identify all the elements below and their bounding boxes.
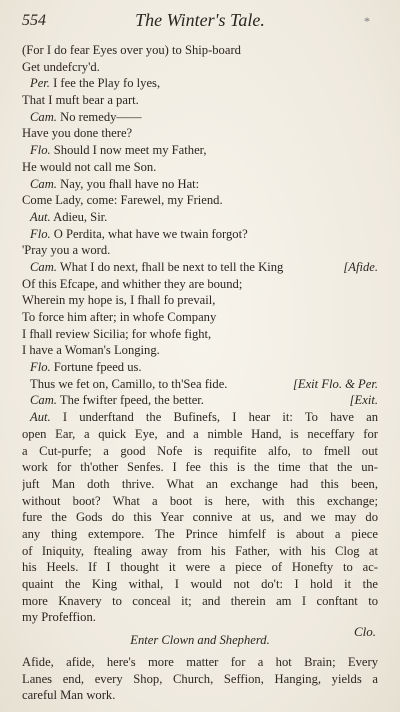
speech-text: The fwifter fpeed, the better.	[59, 393, 204, 408]
prose-text: without boot? What a boot is here, with this exchange;	[22, 493, 378, 508]
verse-line	[22, 226, 378, 243]
prose-text: any thing extempore. The Prince himfelf is about a piece	[22, 526, 378, 541]
line-text	[30, 110, 142, 124]
prose-line	[22, 409, 378, 426]
page-number: 554	[22, 12, 46, 29]
speech-text: Nay, you fhall have no Hat:	[60, 176, 200, 191]
prose-text: quaint the King withal, I would not do't: I hold it the	[22, 577, 378, 591]
prose-text: fure the Gods do this Year connive at us, and we may do	[22, 510, 378, 525]
verse-line	[22, 209, 378, 226]
prose-line	[22, 443, 378, 460]
prose-line	[22, 559, 378, 576]
page-header	[22, 8, 378, 32]
verse-line: Wherein my hope is, I fhall fo prevail,	[22, 293, 216, 308]
speaker-name: Flo.	[30, 360, 51, 375]
line-text	[30, 177, 199, 191]
prose-text: juft Man doth thrive. What an exchange had this been,	[22, 476, 378, 491]
prose-text: I underftand the Bufinefs, I hear it: To have an	[62, 410, 378, 425]
prose-line	[22, 493, 378, 510]
prose-text: my Profeffion.	[22, 610, 96, 625]
prose-text: Afide, afide, here's more matter for a hot Brain; Every	[22, 655, 378, 670]
speaker-name: Cam.	[30, 109, 57, 124]
speech-text: What I do next, fhall be next to tell the King	[59, 259, 284, 274]
verse-line: 'Pray you a word.	[22, 243, 111, 258]
line-text	[30, 143, 207, 157]
prose-line	[22, 609, 378, 626]
prose-text: Lanes end, every Shop, Church, Seffion, Hanging, yields a	[22, 671, 378, 686]
prose-text: a Cut-purfe; a good Nofe is requifite alfo, to fmell out	[22, 443, 378, 458]
text-body	[22, 42, 378, 704]
verse-line	[22, 142, 378, 159]
verse-line: Of this Efcape, and whither they are bound;	[22, 276, 243, 291]
speech-text: Thus we fet on, Camillo, to th'Sea fide.	[30, 376, 228, 391]
prose-line	[22, 687, 378, 704]
speaker-name: Cam.	[30, 393, 57, 408]
prose-text: work for th'other Senfes. I fee this is the time that the un-	[22, 460, 378, 475]
prose-text: careful Man work.	[22, 688, 116, 703]
speech-text: Should I now meet my Father,	[53, 143, 207, 158]
verse-line	[22, 176, 378, 193]
verse-line	[22, 376, 378, 393]
speaker-name: Flo.	[30, 143, 51, 158]
prose-line	[22, 543, 378, 560]
speaker-name: Cam.	[30, 176, 57, 191]
speech-text: I fee the Play fo lyes,	[53, 76, 161, 91]
margin-mark: *	[364, 14, 370, 28]
line-text	[30, 392, 204, 409]
verse-line: To force him after; in whofe Company	[22, 310, 217, 324]
line-text	[30, 376, 227, 393]
verse-line: Come Lady, come: Farewel, my Friend.	[22, 193, 223, 208]
verse-line: That I muft bear a part.	[22, 93, 139, 108]
verse-line	[22, 392, 378, 409]
prose-line	[22, 459, 378, 476]
speech-text: Adieu, Sir.	[53, 209, 108, 224]
prose-line	[22, 509, 378, 526]
prose-line	[22, 593, 378, 610]
prose-text: more Knavery to conceal it; and therein am I conftant to	[22, 593, 378, 608]
line-text	[30, 227, 248, 241]
prose-line	[22, 576, 378, 593]
speech-text: No remedy——	[60, 109, 142, 124]
stage-direction: [Afide.	[343, 259, 378, 274]
prose-line	[22, 476, 378, 493]
speech-text: O Perdita, what have we twain forgot?	[53, 226, 248, 241]
stage-direction: [Exit Flo. & Per.	[293, 376, 378, 391]
verse-line: (For I do fear Eyes over you) to Ship-board	[22, 43, 241, 57]
verse-line: Get undefcry'd.	[22, 59, 100, 74]
stage-direction-heading: Enter Clown and Shepherd.	[130, 633, 270, 648]
prose-line	[22, 526, 378, 543]
verse-line: Have you done there?	[22, 126, 133, 141]
prose-text: of Iniquity, ftealing away from his Father, with his Clog at	[22, 543, 378, 558]
line-text	[30, 76, 160, 90]
verse-line: He would not call me Son.	[22, 159, 157, 174]
line-text	[30, 259, 283, 276]
stage-direction: [Exit.	[349, 393, 378, 408]
verse-line: I have a Woman's Longing.	[22, 343, 160, 358]
line-text	[30, 360, 142, 374]
speaker-name: Per.	[30, 76, 50, 91]
prose-line	[22, 671, 378, 688]
verse-line	[22, 259, 378, 276]
verse-line	[22, 109, 378, 126]
prose-line	[22, 654, 378, 671]
running-title: The Winter's Tale.	[135, 10, 265, 30]
prose-text: his Heels. If I thought it were a piece of Honefty to ac-	[22, 560, 378, 575]
speaker-name: Cam.	[30, 259, 57, 274]
prose-text: open Ear, a quick Eye, and a nimble Hand, is neceffary for	[22, 426, 378, 441]
prose-line	[22, 426, 378, 443]
verse-line: I fhall review Sicilia; for whofe fight,	[22, 326, 212, 341]
speech-text: Fortune fpeed us.	[53, 360, 142, 375]
speaker-name: Flo.	[30, 226, 51, 241]
line-text	[30, 210, 107, 224]
verse-line	[22, 359, 378, 376]
verse-line	[22, 75, 378, 92]
catchword: Clo.	[353, 624, 376, 639]
speaker-name: Aut.	[30, 209, 51, 224]
speaker-name: Aut.	[30, 410, 51, 425]
